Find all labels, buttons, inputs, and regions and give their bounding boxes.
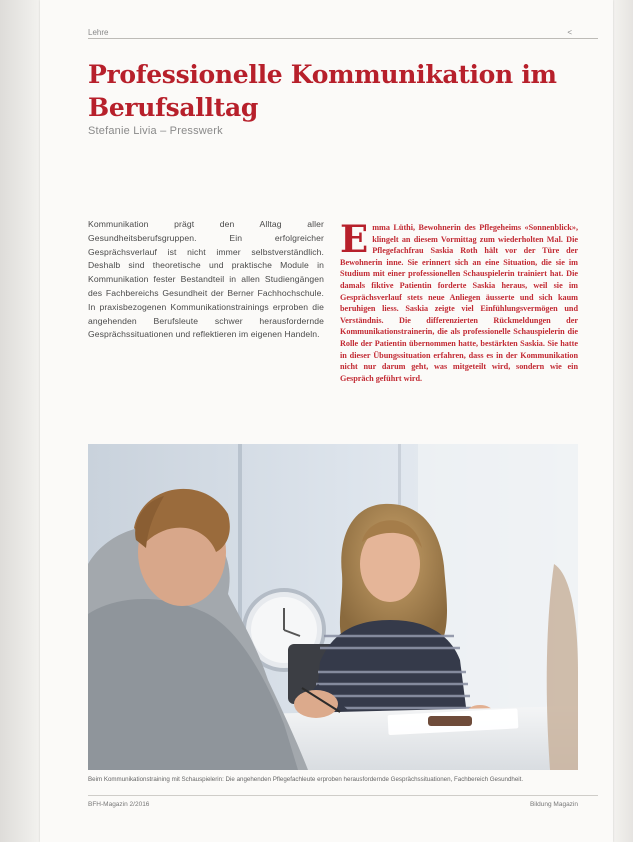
running-header-right: <	[567, 28, 572, 37]
article-title: Professionelle Kommunikation im Berufsalltag	[88, 60, 557, 122]
photo-illustration	[88, 444, 578, 770]
article-byline: Stefanie Livia – Presswerk	[88, 125, 223, 137]
article-photo	[88, 444, 578, 770]
article-story	[340, 217, 578, 384]
article-intro: Kommunikation prägt den Alltag aller Gesundheitsberufsgruppen. Ein erfolgreicher Gesprächsverlauf ist nicht immer selbstverständlich. Deshalb sind theoretische und praktische Module in Kommunikation fester Bestandteil in allen Studiengängen des Fachbereichs Gesundheit der Berner Fachhochschule. In praxisbezogenen Kommunikationstrainings erproben die angehenden Berufsleute schwer herausfordernde Gesprächssituationen und reflektieren im eigenen Handeln.	[88, 219, 324, 340]
header-rule	[88, 38, 598, 39]
scan-margin-right	[613, 0, 633, 842]
running-header-left: Lehre	[88, 28, 109, 37]
scan-margin-left	[0, 0, 40, 842]
footer-right: Bildung Magazin	[529, 801, 578, 808]
footer-rule	[88, 795, 598, 796]
story-dropcap: E	[340, 217, 369, 261]
footer-left: BFH-Magazin 2/2016	[88, 801, 150, 808]
photo-caption: Beim Kommunikationstraining mit Schauspielerin: Die angehenden Pflegefachleute erproben herausfordernde Gesprächssituationen, Fachbereich Gesundheit.	[88, 776, 524, 783]
story-text: mma Lüthi, Bewohnerin des Pflegeheims «Sonnenblick», klingelt an diesem Vormittag zum wiederholten Mal. Die Pflegefachfrau Saskia Roth hält vor der Türe der Bewohnerin inne. Sie erinnert sich an eine Situation, die sie im Studium mit einer professionellen Schauspielerin trainiert hat. Die damals fiktive Patientin forderte Saskia heraus, weil sie im Gesprächsverlauf stets neue Anliegen äusserte und sich kaum beruhigen liess. Saskia zeigte viel Einfühlungsvermögen und Verständnis. Die differenzierten Rückmeldungen der Kommunikationstrainerin, die als professionelle Schauspielerin die Rolle der Patientin übernommen hatte, bestärkten Saskia. Sie hatte in dieser Übungssituation erfahren, dass es in der Kommunikation nicht nur darum geht, was mitgeteilt wird, sondern wie ein Gespräch geführt wird.	[340, 223, 578, 383]
